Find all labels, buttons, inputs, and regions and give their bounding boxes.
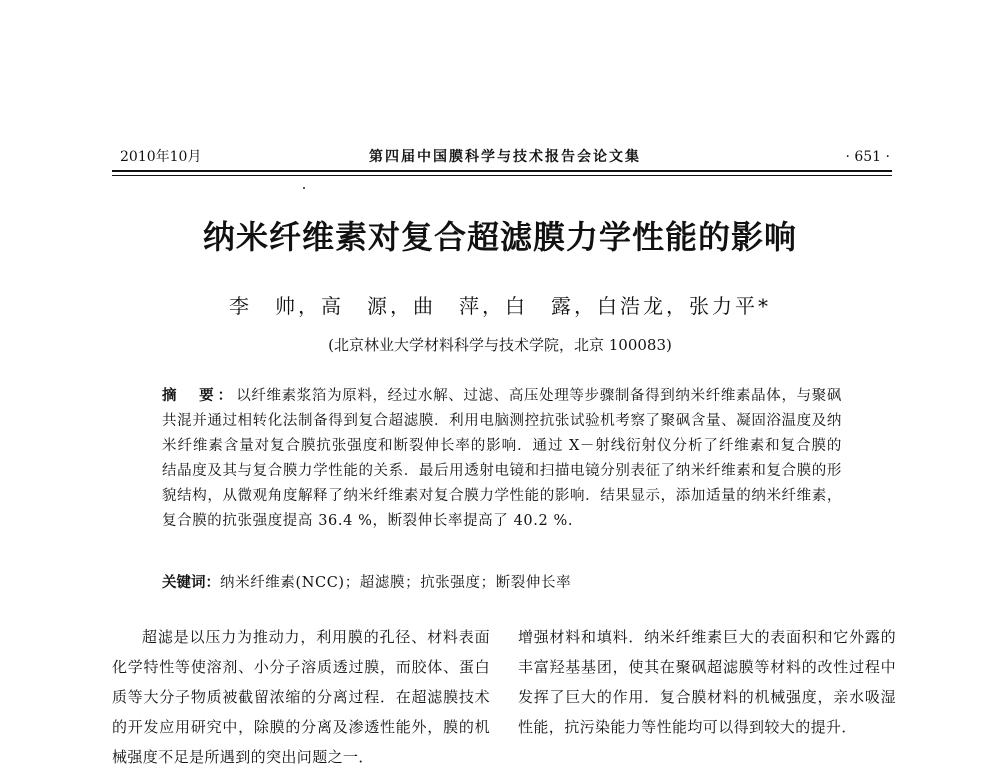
abstract-label: 摘 要： bbox=[162, 388, 237, 404]
header-page-number: · 651 · bbox=[845, 149, 890, 165]
affiliation: (北京林业大学材料科学与技术学院，北京 100083) bbox=[328, 336, 672, 354]
keywords-text: 纳米纤维素(NCC)；超滤膜；抗张强度；断裂伸长率 bbox=[220, 575, 572, 591]
abstract bbox=[162, 384, 842, 534]
author-list: 李 帅，高 源，曲 萍，白 露，白浩龙，张力平* bbox=[229, 294, 771, 318]
abstract-text: 以纤维素浆箔为原料，经过水解、过滤、高压处理等步骤制备得到纳米纤维素晶体，与聚砜共混并通过相转化法制备得到复合超滤膜．利用电脑测控抗张试验机考察了聚砜含量、凝固浴温度及纳米纤维素含量对复合膜抗张强度和断裂伸长率的影响．通过 X－射线衍射仪分析了纤维素和复合膜的结晶度及其与复合膜力学性能的关系．最后用透射电镜和扫描电镜分别表征了纳米纤维素和复合膜的形貌结构，从微观角度解释了纳米纤维素对复合膜力学性能的影响．结果显示，添加适量的纳米纤维素，复合膜的抗张强度提高 36.4 %，断裂伸长率提高了 40.2 %. bbox=[162, 388, 842, 529]
paper-title: 纳米纤维素对复合超滤膜力学性能的影响 bbox=[202, 218, 797, 256]
scan-speck bbox=[303, 187, 305, 189]
running-header bbox=[120, 146, 890, 168]
keywords bbox=[162, 571, 842, 596]
keywords-label: 关键词： bbox=[162, 575, 220, 591]
header-journal-title: 第四届中国膜科学与技术报告会论文集 bbox=[369, 149, 641, 165]
header-date: 2010年10月 bbox=[120, 149, 202, 165]
header-rule-thick bbox=[112, 170, 892, 172]
body-column-right: 增强材料和填料．纳米纤维素巨大的表面积和它外露的丰富羟基基团，使其在聚砜超滤膜等材料的改性过程中发挥了巨大的作用．复合膜材料的机械强度，亲水吸湿性能，抗污染能力等性能均可以得到较大的提升． bbox=[518, 628, 896, 736]
body-column-left: 超滤是以压力为推动力，利用膜的孔径、材料表面化学特性等使溶剂、小分子溶质透过膜，而胶体、蛋白质等大分子物质被截留浓缩的分离过程．在超滤膜技术的开发应用研究中，除膜的分离及渗透性能外，膜的机械强度不足是所遇到的突出问题之一． bbox=[112, 628, 490, 766]
header-rule-thin bbox=[112, 175, 892, 176]
